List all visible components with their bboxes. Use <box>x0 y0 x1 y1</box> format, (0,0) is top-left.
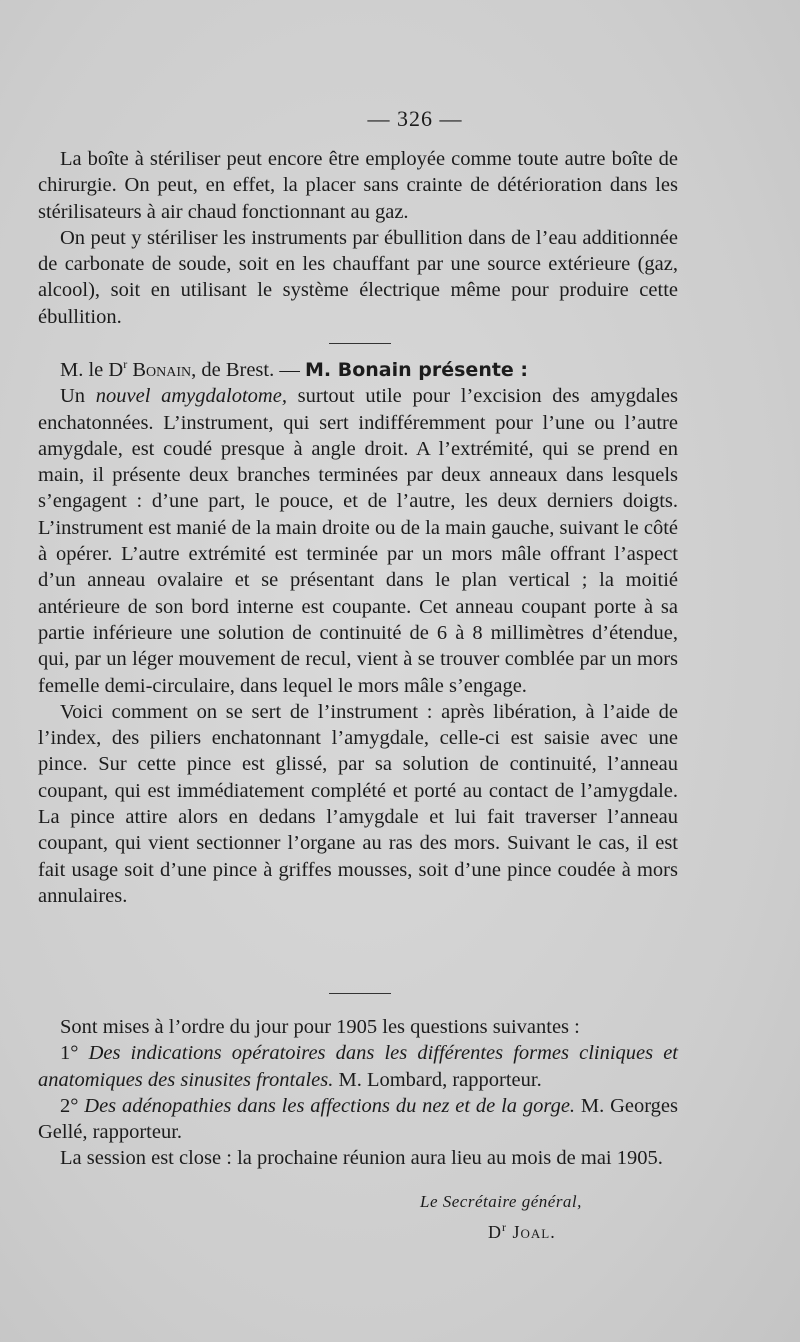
text-block-2 <box>38 357 678 909</box>
heading-bold: M. Bonain présente : <box>304 359 529 381</box>
page-number: — 326 — <box>367 106 463 131</box>
signature-title: Le Secrétaire général, <box>420 1192 582 1211</box>
q2-italic: Des adénopathies dans les affections du nez et de la gorge. <box>84 1094 576 1117</box>
paragraph-amygdalotome <box>38 383 678 699</box>
heading-prefix-sup: r <box>123 357 128 372</box>
q2-num: 2° <box>60 1094 79 1117</box>
heading-prefix: M. le D <box>60 359 124 381</box>
heading-bonain <box>38 357 678 383</box>
paragraph-sterilization-box: La boîte à stériliser peut encore être employée comme toute autre boîte de chirurgie. On peut, en effet, la placer sans crainte de détérioration dans les stérilisateurs à air chaud fonctionnant au gaz. <box>38 148 678 223</box>
q1-italic: Des indications opératoires dans les différentes formes cliniques et anatomiques des sinusites frontales. <box>38 1042 679 1091</box>
paragraph-session-close: La session est close : la prochaine réunion aura lieu au mois de mai 1905. <box>60 1147 663 1170</box>
text-block-1 <box>38 146 678 330</box>
question-2 <box>38 1093 678 1146</box>
paragraph-boiling: On peut y stériliser les instruments par ébullition dans de l’eau additionnée de carbonate de soude, soit en les chauffant par une source extérieure (gaz, alcool), soit en utilisant le système électrique même pour produire cette ébullition. <box>38 226 678 328</box>
signature-name: Joal. <box>512 1222 556 1242</box>
text-block-3 <box>38 1014 678 1172</box>
p3-italic: nouvel amygdalotome, <box>95 385 287 408</box>
heading-place: , de Brest. — <box>191 359 305 381</box>
q1-num: 1° <box>60 1042 79 1065</box>
paragraph-usage: Voici comment on se sert de l’instrument : après libération, à l’aide de l’index, des piliers enchatonnant l’amygdale, celle-ci est saisie avec une pince. Sur cette pince est glissé, par sa solution de continuité, l’anneau coupant, qui est immédiatement complété et porté au contact de l’amygdale. La pince attire alors en dedans l’amygdale et lui fait traverser l’anneau coupant, qui vient sectionner l’organe au ras des mors. Suivant le cas, il est fait usage soit d’une pince à griffes mousses, soit d’une pince coudée à mors annulaires. <box>38 700 678 907</box>
q2-rest: M. Georges Gellé, rapporteur. <box>38 1094 679 1144</box>
divider-2 <box>329 993 391 994</box>
p3-start: Un <box>60 385 96 408</box>
question-1 <box>38 1040 678 1093</box>
heading-author: Bonain <box>132 359 192 381</box>
signature-prefix: D <box>488 1222 502 1242</box>
paragraph-agenda: Sont mises à l’ordre du jour pour 1905 les questions suivantes : <box>60 1016 580 1038</box>
divider-1 <box>329 343 391 344</box>
p3-rest: surtout utile pour l’excision des amygdales enchatonnées. L’instrument, qui sert indifféremment pour l’une ou l’autre amygdale, est coudé presque à angle droit. A l’extrémité, qui se prend en main, il présente deux branches terminées par deux anneaux dans lesquels s’engagent : d’une part, le pouce, et de l’autre, les deux derniers doigts. L’instrument est manié de la main droite ou de la main gauche, suivant le côté à opérer. L’autre extrémité est terminée par un mors mâle offrant l’aspect d’un anneau ovalaire et se présentant dans le plan vertical ; la moitié antérieure de son bord interne est coupante. Cet anneau coupant porte à sa partie inférieure une solution de continuité de 6 à 8 millimètres d’étendue, qui, par un léger mouvement de recul, vient à se trouver comblée par un mors femelle demi-circulaire, dans lequel le mors mâle s’engage. <box>38 385 678 697</box>
signature-prefix-sup: r <box>502 1220 507 1234</box>
signature-name-line <box>488 1222 556 1243</box>
q1-rest: M. Lombard, rapporteur. <box>333 1068 542 1091</box>
